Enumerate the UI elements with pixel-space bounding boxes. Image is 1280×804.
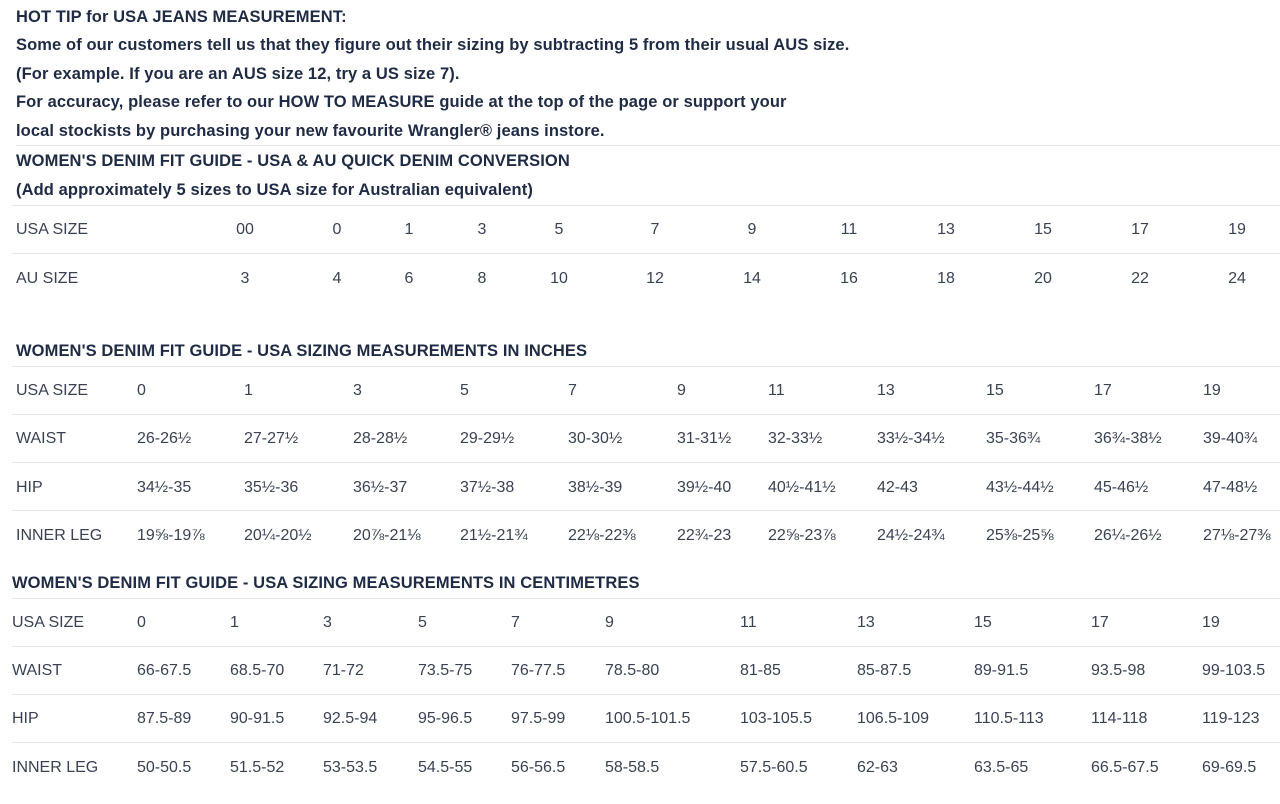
hot-tip-line-1: Some of our customers tell us that they figure out their sizing by subtracting 5 from their usual AUS size. bbox=[16, 36, 850, 54]
table-cell: 19⅝-19⅞ bbox=[137, 527, 205, 544]
table-cell: 24½-24¾ bbox=[877, 527, 945, 544]
table-divider bbox=[12, 253, 1280, 254]
table-cell: 14 bbox=[743, 270, 761, 287]
table-divider bbox=[12, 694, 1280, 695]
table-cell: 0 bbox=[137, 614, 146, 631]
table-cell: 17 bbox=[1094, 382, 1112, 399]
table-cell: 19 bbox=[1203, 382, 1221, 399]
table-cell: 53-53.5 bbox=[323, 759, 378, 776]
table-cell: 16 bbox=[840, 270, 858, 287]
inches-heading bbox=[16, 342, 587, 361]
table-cell: 40½-41½ bbox=[768, 479, 836, 496]
table-cell: 66.5-67.5 bbox=[1091, 759, 1159, 776]
row-label: HIP bbox=[16, 479, 43, 496]
table-cell: 10 bbox=[550, 270, 568, 287]
table-cell: 22 bbox=[1131, 270, 1149, 287]
table-cell: 76-77.5 bbox=[511, 662, 566, 679]
table-cell: 29-29½ bbox=[460, 430, 515, 447]
table-cell: 92.5-94 bbox=[323, 710, 378, 727]
table-cell: 87.5-89 bbox=[137, 710, 192, 727]
table-divider bbox=[12, 462, 1280, 463]
table-cell: 38½-39 bbox=[568, 479, 623, 496]
table-cell: 3 bbox=[240, 270, 250, 287]
table-cell: 13 bbox=[877, 382, 895, 399]
table-cell: 95-96.5 bbox=[418, 710, 473, 727]
table-cell: 22⅝-23⅞ bbox=[768, 527, 836, 544]
table-cell: 81-85 bbox=[740, 662, 781, 679]
table-cell: 17 bbox=[1131, 221, 1149, 238]
table-cell: 3 bbox=[477, 221, 487, 238]
table-cell: 25⅜-25⅝ bbox=[986, 527, 1054, 544]
table-cell: 85-87.5 bbox=[857, 662, 912, 679]
table-cell: 47-48½ bbox=[1203, 479, 1258, 496]
table-cell: 42-43 bbox=[877, 479, 918, 496]
table-divider bbox=[12, 742, 1280, 743]
table-cell: 0 bbox=[137, 382, 146, 399]
table-cell: 20⅞-21⅛ bbox=[353, 527, 421, 544]
row-label: INNER LEG bbox=[12, 759, 99, 776]
table-cell: 90-91.5 bbox=[230, 710, 285, 727]
table-cell: 45-46½ bbox=[1094, 479, 1149, 496]
table-cell: 20¼-20½ bbox=[244, 527, 312, 544]
table-cell: 5 bbox=[460, 382, 469, 399]
table-cell: 11 bbox=[840, 221, 858, 238]
table-cell: 5 bbox=[554, 221, 564, 238]
row-label: USA SIZE bbox=[16, 221, 89, 238]
inches-heading-text: WOMEN'S DENIM FIT GUIDE - USA SIZING MEASUREMENTS IN bbox=[16, 342, 525, 360]
table-cell: 20 bbox=[1034, 270, 1052, 287]
table-cell: 22⅛-22⅜ bbox=[568, 527, 636, 544]
table-cell: 35½-36 bbox=[244, 479, 299, 496]
hot-tip-title: HOT TIP for USA JEANS MEASUREMENT: bbox=[16, 8, 347, 26]
table-cell: 51.5-52 bbox=[230, 759, 285, 776]
table-cell: 78.5-80 bbox=[605, 662, 660, 679]
table-cell: 73.5-75 bbox=[418, 662, 473, 679]
table-cell: 26-26½ bbox=[137, 430, 192, 447]
table-cell: 15 bbox=[1034, 221, 1052, 238]
table-divider bbox=[12, 205, 1280, 206]
centimetres-heading bbox=[12, 574, 640, 593]
subheading-bold: approximately bbox=[58, 181, 172, 199]
table-cell: 6 bbox=[404, 270, 414, 287]
table-cell: 93.5-98 bbox=[1091, 662, 1146, 679]
table-divider bbox=[12, 646, 1280, 647]
row-label: AU SIZE bbox=[16, 270, 79, 287]
table-cell: 1 bbox=[244, 382, 253, 399]
subheading-post: 5 sizes to USA size for Australian equivalent) bbox=[171, 181, 533, 199]
table-divider bbox=[12, 414, 1280, 415]
table-cell: 3 bbox=[353, 382, 362, 399]
table-cell: 27⅛-27⅜ bbox=[1203, 527, 1271, 544]
table-cell: 39-40¾ bbox=[1203, 430, 1258, 447]
table-cell: 71-72 bbox=[323, 662, 364, 679]
hot-tip-line-4: local stockists by purchasing your new favourite Wrangler® jeans instore. bbox=[16, 122, 605, 140]
table-cell: 68.5-70 bbox=[230, 662, 285, 679]
table-divider bbox=[12, 366, 1280, 367]
table-cell: 100.5-101.5 bbox=[605, 710, 691, 727]
table-divider bbox=[12, 598, 1280, 599]
conversion-heading-bold: WOMEN'S DENIM bbox=[16, 152, 156, 170]
table-cell: 7 bbox=[568, 382, 577, 399]
table-cell: 3 bbox=[323, 614, 332, 631]
table-cell: 13 bbox=[937, 221, 955, 238]
table-divider bbox=[12, 510, 1280, 511]
table-cell: 00 bbox=[236, 221, 254, 238]
row-label: HIP bbox=[12, 710, 39, 727]
table-cell: 57.5-60.5 bbox=[740, 759, 808, 776]
table-cell: 15 bbox=[974, 614, 992, 631]
table-cell: 8 bbox=[477, 270, 487, 287]
table-cell: 37½-38 bbox=[460, 479, 515, 496]
table-cell: 7 bbox=[650, 221, 660, 238]
table-cell: 18 bbox=[937, 270, 955, 287]
row-label: WAIST bbox=[16, 430, 67, 447]
table-cell: 19 bbox=[1228, 221, 1246, 238]
table-cell: 0 bbox=[332, 221, 342, 238]
table-cell: 103-105.5 bbox=[740, 710, 813, 727]
table-cell: 35-36¾ bbox=[986, 430, 1041, 447]
table-cell: 56-56.5 bbox=[511, 759, 566, 776]
table-cell: 114-118 bbox=[1091, 710, 1148, 727]
table-cell: 50-50.5 bbox=[137, 759, 192, 776]
table-cell: 5 bbox=[418, 614, 427, 631]
table-cell: 54.5-55 bbox=[418, 759, 473, 776]
row-label: USA SIZE bbox=[16, 382, 89, 399]
table-cell: 36½-37 bbox=[353, 479, 408, 496]
table-cell: 27-27½ bbox=[244, 430, 299, 447]
conversion-subheading bbox=[16, 181, 533, 200]
table-cell: 4 bbox=[332, 270, 342, 287]
table-cell: 36¾-38½ bbox=[1094, 430, 1162, 447]
table-cell: 110.5-113 bbox=[974, 710, 1044, 727]
table-cell: 24 bbox=[1228, 270, 1246, 287]
table-cell: 15 bbox=[986, 382, 1004, 399]
table-cell: 26¼-26½ bbox=[1094, 527, 1162, 544]
table-cell: 32-33½ bbox=[768, 430, 823, 447]
table-cell: 58-58.5 bbox=[605, 759, 660, 776]
row-label: INNER LEG bbox=[16, 527, 103, 544]
table-cell: 106.5-109 bbox=[857, 710, 930, 727]
divider bbox=[16, 145, 1280, 146]
table-cell: 11 bbox=[740, 614, 757, 631]
table-cell: 39½-40 bbox=[677, 479, 732, 496]
table-cell: 99-103.5 bbox=[1202, 662, 1266, 679]
table-cell: 12 bbox=[646, 270, 664, 287]
table-cell: 43½-44½ bbox=[986, 479, 1054, 496]
table-cell: 63.5-65 bbox=[974, 759, 1029, 776]
table-cell: 119-123 bbox=[1202, 710, 1260, 727]
table-cell: 66-67.5 bbox=[137, 662, 192, 679]
table-cell: 1 bbox=[404, 221, 414, 238]
table-cell: 34½-35 bbox=[137, 479, 192, 496]
conversion-heading bbox=[16, 152, 570, 171]
table-cell: 28-28½ bbox=[353, 430, 408, 447]
table-cell: 17 bbox=[1091, 614, 1109, 631]
table-cell: 13 bbox=[857, 614, 875, 631]
table-cell: 1 bbox=[230, 614, 239, 631]
subheading-pre: (Add bbox=[16, 181, 59, 199]
table-cell: 31-31½ bbox=[677, 430, 732, 447]
table-cell: 11 bbox=[768, 382, 785, 399]
table-cell: 97.5-99 bbox=[511, 710, 566, 727]
hot-tip-line-3: For accuracy, please refer to our HOW TO MEASURE guide at the top of the page or support your bbox=[16, 93, 787, 111]
table-cell: 33½-34½ bbox=[877, 430, 945, 447]
table-cell: 62-63 bbox=[857, 759, 898, 776]
row-label: WAIST bbox=[12, 662, 63, 679]
table-cell: 21½-21¾ bbox=[460, 527, 528, 544]
inches-heading-bold: INCHES bbox=[524, 342, 588, 360]
table-cell: 30-30½ bbox=[568, 430, 623, 447]
table-cell: 89-91.5 bbox=[974, 662, 1029, 679]
table-cell: 22¾-23 bbox=[677, 527, 732, 544]
row-label: USA SIZE bbox=[12, 614, 85, 631]
table-cell: 19 bbox=[1202, 614, 1220, 631]
table-cell: 7 bbox=[511, 614, 520, 631]
conversion-heading-rest: FIT GUIDE - USA & AU QUICK DENIM CONVERSION bbox=[155, 152, 570, 170]
table-cell: 9 bbox=[747, 221, 757, 238]
table-cell: 9 bbox=[677, 382, 686, 399]
table-cell: 9 bbox=[605, 614, 614, 631]
table-cell: 69-69.5 bbox=[1202, 759, 1257, 776]
centimetres-heading-bold: CENTIMETRES bbox=[520, 574, 640, 592]
centimetres-heading-text: WOMEN'S DENIM FIT GUIDE - USA SIZING MEASUREMENTS IN bbox=[12, 574, 521, 592]
hot-tip-line-2: (For example. If you are an AUS size 12, try a US size 7). bbox=[16, 65, 460, 83]
